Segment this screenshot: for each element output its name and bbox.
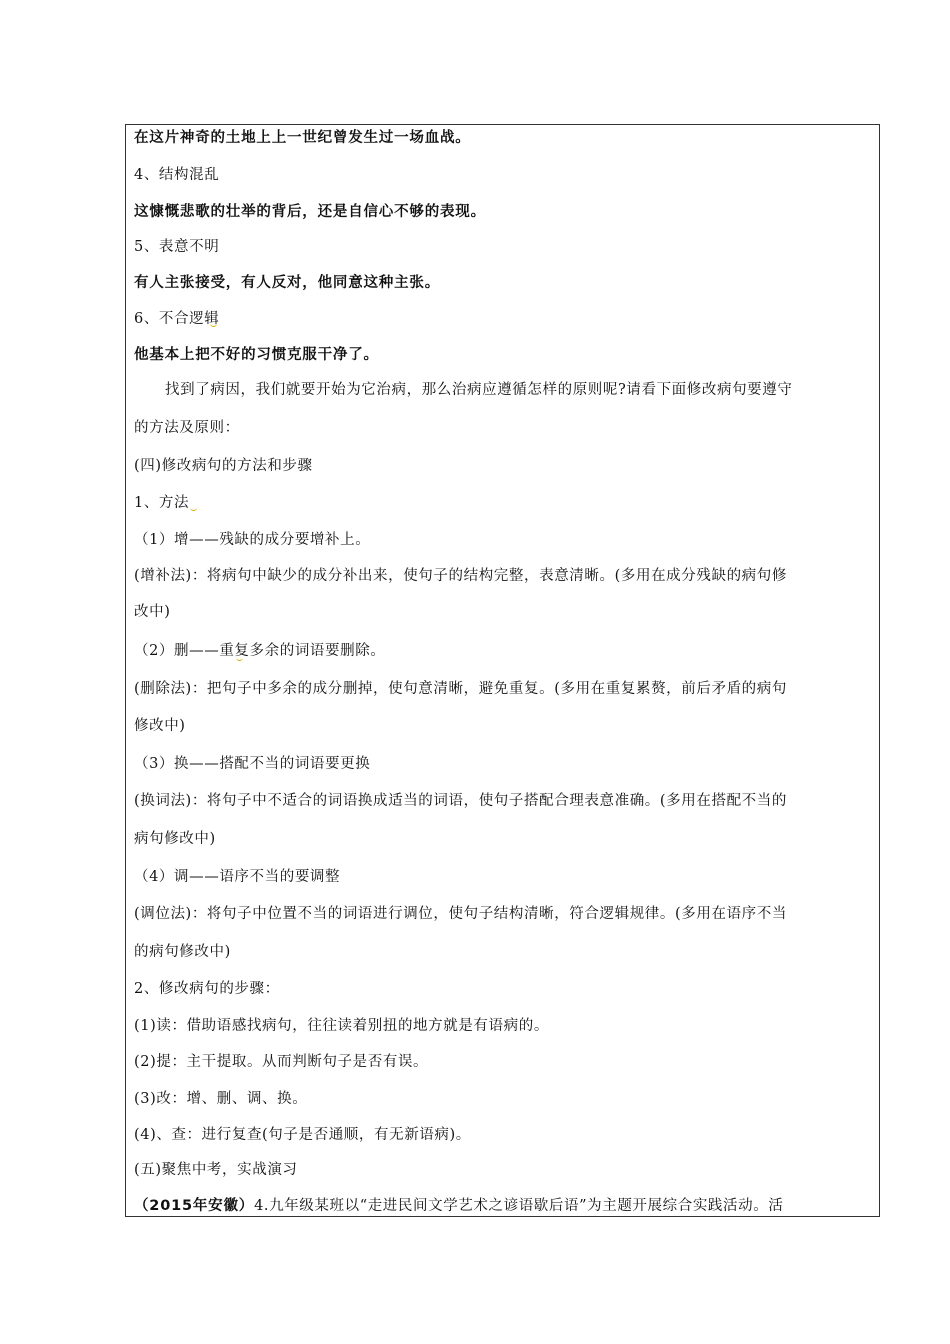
example-sentence: 有人主张接受，有人反对，他同意这种主张。 — [134, 275, 440, 291]
section-heading: (四)修改病句的方法和步骤 — [134, 458, 313, 474]
method-description: (换词法)：将句子中不适合的词语换成适当的词语，使句子搭配合理表意准确。(多用在搭配不当的 — [134, 793, 787, 809]
method-item: （3）换——搭配不当的词语要更换 — [134, 756, 371, 772]
error-type-heading: 5、表意不明 — [134, 239, 220, 255]
example-sentence: 这慷慨悲歌的壮举的背后，还是自信心不够的表现。 — [134, 204, 486, 220]
paragraph-text: 找到了病因，我们就要开始为它治病，那么治病应遵循怎样的原则呢?请看下面修改病句要遵守 — [165, 382, 793, 398]
step-item: (4)、查：进行复查(句子是否通顺，有无新语病)。 — [134, 1127, 471, 1143]
method-description: 修改中) — [134, 718, 186, 734]
paragraph-text: 的方法及原则： — [134, 420, 240, 436]
method-item: （4）调——语序不当的要调整 — [134, 869, 341, 885]
method-description: (删除法)：把句子中多余的成分删掉，使句意清晰，避免重复。(多用在重复累赘，前后矛盾的病句 — [134, 681, 787, 697]
method-item: （1）增——残缺的成分要增补上。 — [134, 532, 371, 548]
method-description: (调位法)：将句子中位置不当的词语进行调位，使句子结构清晰，符合逻辑规律。(多用在语序不当 — [134, 906, 787, 922]
method-item: （2）删——重复多余的词语要删除。 — [134, 643, 386, 659]
error-type-heading: 4、结构混乱 — [134, 167, 220, 183]
exam-source-label: （2015年安徽） — [134, 1198, 255, 1214]
step-item: (1)读：借助语感找病句，往往读着别扭的地方就是有语病的。 — [134, 1018, 549, 1034]
error-type-heading: 6、不合逻辑 — [134, 311, 220, 327]
subsection-heading: 2、修改病句的步骤： — [134, 981, 280, 997]
example-sentence: 在这片神奇的土地上上一世纪曾发生过一场血战。 — [134, 130, 471, 146]
exam-question-line — [134, 1196, 874, 1216]
method-description: 病句修改中) — [134, 831, 216, 847]
subsection-heading: 1、方法 — [134, 495, 190, 511]
exam-question-text: 4.九年级某班以“走进民间文学艺术之谚语歇后语”为主题开展综合实践活动。活 — [254, 1198, 784, 1214]
example-sentence: 他基本上把不好的习惯克服干净了。 — [134, 347, 379, 363]
method-description: 的病句修改中) — [134, 944, 231, 960]
method-description: 改中) — [134, 604, 171, 620]
step-item: (2)提：主干提取。从而判断句子是否有误。 — [134, 1054, 429, 1070]
method-description: (增补法)：将病句中缺少的成分补出来，使句子的结构完整，表意清晰。(多用在成分残缺的病句修 — [134, 568, 787, 584]
step-item: (3)改：增、删、调、换。 — [134, 1091, 308, 1107]
section-heading: (五)聚焦中考，实战演习 — [134, 1162, 298, 1178]
